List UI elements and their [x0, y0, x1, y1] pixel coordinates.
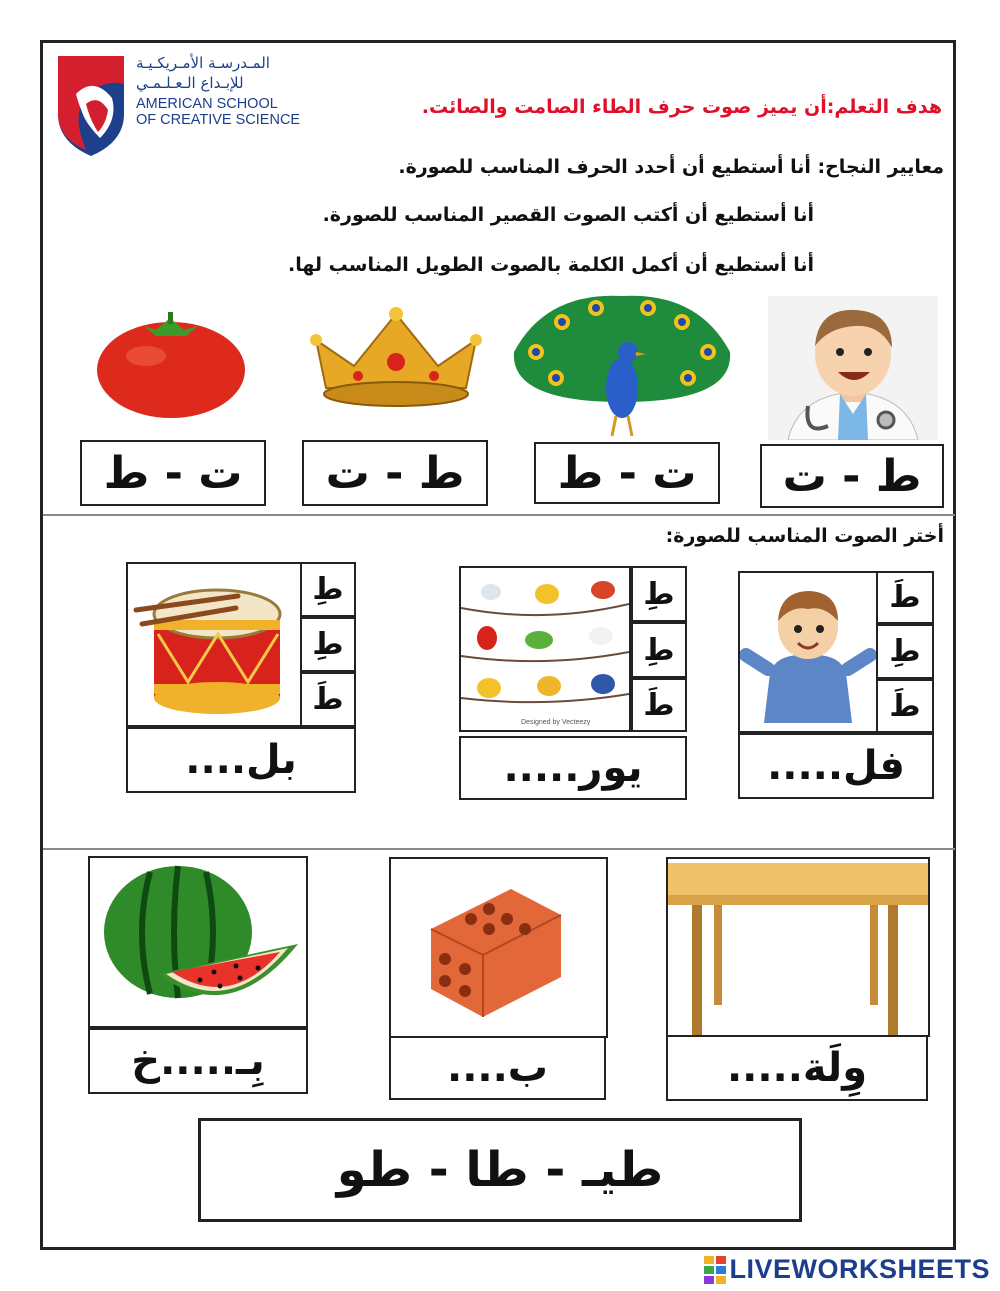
drum-image [126, 562, 302, 727]
section-divider-2 [43, 848, 955, 850]
word-box-table[interactable]: وِلَة..... [666, 1035, 928, 1101]
vowel-option[interactable]: طِ [876, 624, 934, 679]
watermelon-image [88, 856, 308, 1028]
vowel-option[interactable]: طَ [876, 571, 934, 624]
choice-box-peacock[interactable]: ت - ط [534, 442, 720, 504]
brick-image [389, 857, 608, 1038]
vowel-option[interactable]: طَ [300, 672, 356, 727]
vowel-option[interactable]: طَ [876, 679, 934, 733]
birds-image [459, 566, 631, 732]
long-vowel-options[interactable]: طيـ - طا - طو [336, 1142, 664, 1198]
tomato-image [94, 312, 248, 420]
long-vowel-box [198, 1118, 802, 1222]
school-logo [56, 54, 126, 158]
success-criteria-1: معايير النجاح: أنا أستطيع أن أحدد الحرف المناسب للصورة. [398, 156, 944, 178]
section2-instruction: أختر الصوت المناسب للصورة: [665, 525, 944, 547]
brand-name: LIVEWORKSHEETS [729, 1254, 990, 1284]
table-image [666, 857, 930, 1037]
vowel-option[interactable]: طِ [300, 562, 356, 617]
image-credit: Designed by Vecteezy [521, 719, 591, 726]
school-name-ar-2: للإبـداع الـعـلـمـي [136, 74, 244, 92]
peacock-image [506, 292, 738, 438]
success-criteria-2: أنا أستطيع أن أكتب الصوت القصير المناسب للصورة. [322, 204, 814, 226]
word-box-birds[interactable]: يور..... [459, 736, 687, 800]
choice-box-crown[interactable]: ط - ت [302, 440, 488, 506]
success-criteria-3: أنا أستطيع أن أكمل الكلمة بالصوت الطويل المناسب لها. [288, 254, 814, 276]
vowel-option[interactable]: طِ [631, 622, 687, 678]
vowel-option[interactable]: طِ [300, 617, 356, 672]
school-name-en-2: OF CREATIVE SCIENCE [136, 112, 301, 128]
shield-icon [56, 54, 126, 158]
word-box-drum[interactable]: بل.... [126, 727, 356, 793]
word-box-watermelon[interactable]: بِـ.....خ [88, 1028, 308, 1094]
vowel-option[interactable]: طَ [631, 678, 687, 732]
baby-image [738, 571, 878, 733]
school-name-ar-1: المـدرسـة الأمـريكـيـة [136, 54, 270, 72]
vowel-option[interactable]: طِ [631, 566, 687, 622]
choice-box-tomato[interactable]: ت - ط [80, 440, 266, 506]
doctor-image [768, 296, 938, 440]
brand-mark-icon [704, 1256, 726, 1284]
learning-goal: هدف التعلم:أن يميز صوت حرف الطاء الصامت والصائت. [421, 96, 942, 118]
liveworksheets-logo [704, 1254, 990, 1285]
choice-box-doctor[interactable]: ط - ت [760, 444, 944, 508]
word-box-baby[interactable]: فل..... [738, 733, 934, 799]
school-name-en-1: AMERICAN SCHOOL [136, 96, 278, 112]
section-divider-1 [43, 514, 955, 516]
crown-image [308, 300, 484, 412]
word-box-brick[interactable]: ب.... [389, 1036, 606, 1100]
